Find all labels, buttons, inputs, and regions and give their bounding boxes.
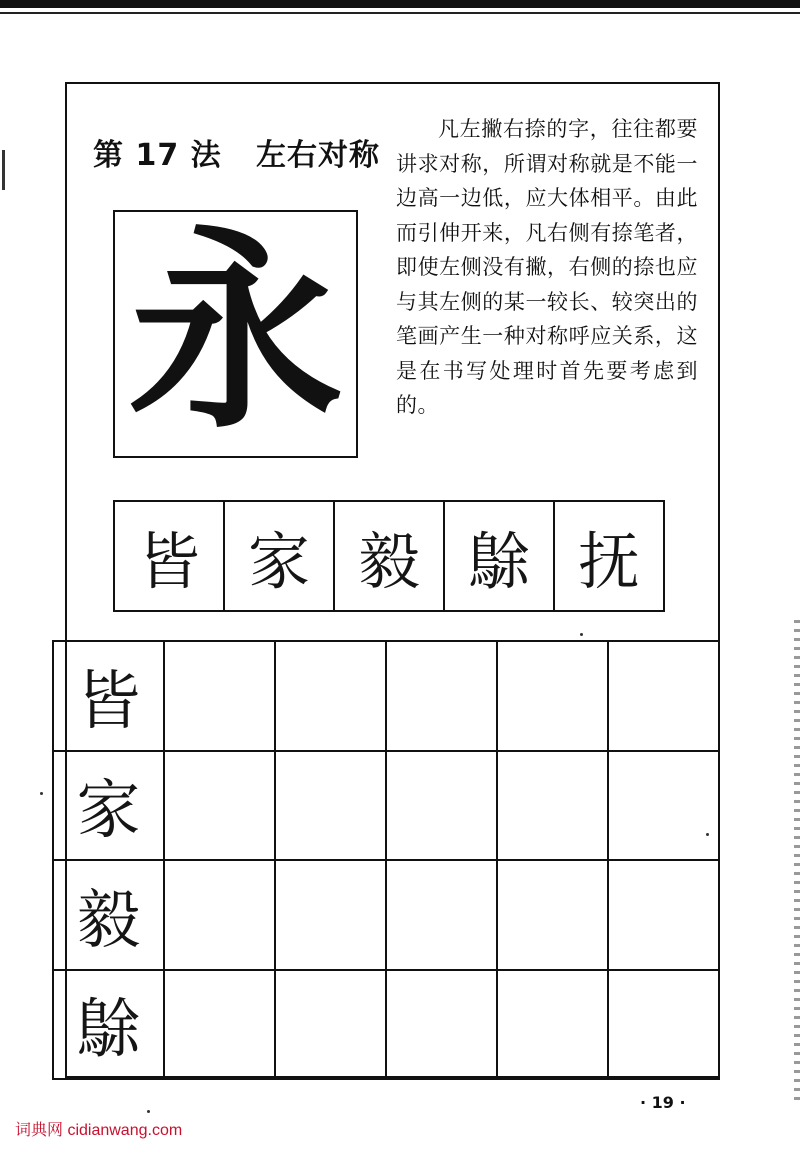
watermark-link[interactable]: 词典网 cidianwang.com xyxy=(15,1122,183,1139)
practice-blank-cell xyxy=(498,752,609,862)
practice-blank-cell xyxy=(165,642,276,752)
left-edge-mark xyxy=(2,150,5,190)
practice-blank-cell xyxy=(498,642,609,752)
practice-blank-cell xyxy=(387,971,498,1081)
sample-character: 皆 xyxy=(115,502,225,610)
practice-blank-cell xyxy=(165,971,276,1081)
top-border-thin-line xyxy=(0,12,800,14)
practice-blank-cell xyxy=(387,642,498,752)
practice-blank-cell xyxy=(609,752,720,862)
practice-blank-cell xyxy=(387,752,498,862)
scan-speck xyxy=(40,792,43,795)
practice-model-cell xyxy=(54,642,165,752)
practice-model-character: 鵌 xyxy=(76,993,141,1068)
practice-blank-cell xyxy=(498,861,609,971)
sample-character: 家 xyxy=(225,502,335,610)
scan-speck xyxy=(706,833,709,836)
lesson-title: 第 17 法 左右对称 xyxy=(93,138,380,173)
practice-blank-cell xyxy=(276,861,387,971)
practice-model-cell xyxy=(54,861,165,971)
sample-character: 毅 xyxy=(335,502,445,610)
practice-blank-cell xyxy=(498,971,609,1081)
sample-character-row xyxy=(113,500,665,612)
practice-model-cell xyxy=(54,971,165,1081)
practice-blank-cell xyxy=(276,971,387,1081)
sample-character: 鵌 xyxy=(445,502,555,610)
practice-blank-cell xyxy=(609,642,720,752)
practice-model-character: 皆 xyxy=(76,664,141,739)
practice-blank-cell xyxy=(165,861,276,971)
scan-speck xyxy=(147,1110,150,1113)
practice-model-character: 毅 xyxy=(76,883,141,958)
practice-blank-cell xyxy=(609,861,720,971)
practice-blank-cell xyxy=(387,861,498,971)
practice-model-character: 家 xyxy=(76,774,141,849)
model-character-box xyxy=(113,204,358,458)
practice-blank-cell xyxy=(276,752,387,862)
top-border-line xyxy=(0,0,800,8)
practice-grid xyxy=(52,640,720,1080)
page-number: · 19 · xyxy=(640,1093,686,1112)
practice-blank-cell xyxy=(276,642,387,752)
practice-blank-cell xyxy=(165,752,276,862)
scan-speck xyxy=(580,633,583,636)
lesson-description: 凡左撇右捺的字，往往都要讲求对称，所谓对称就是不能一边高一边低，应大体相平。由此而引伸开来，凡右侧有捺笔者，即使左侧没有撇，右侧的捺也应与其左侧的某一较长、较突出的笔画产生一种对称呼应关系，这是在书写处理时首先要考虑到的。 xyxy=(396,117,698,417)
model-character: 永 xyxy=(128,204,343,458)
right-edge-scan-marks xyxy=(794,620,800,1100)
practice-blank-cell xyxy=(609,971,720,1081)
sample-character: 抚 xyxy=(577,524,640,598)
practice-model-cell xyxy=(54,752,165,862)
